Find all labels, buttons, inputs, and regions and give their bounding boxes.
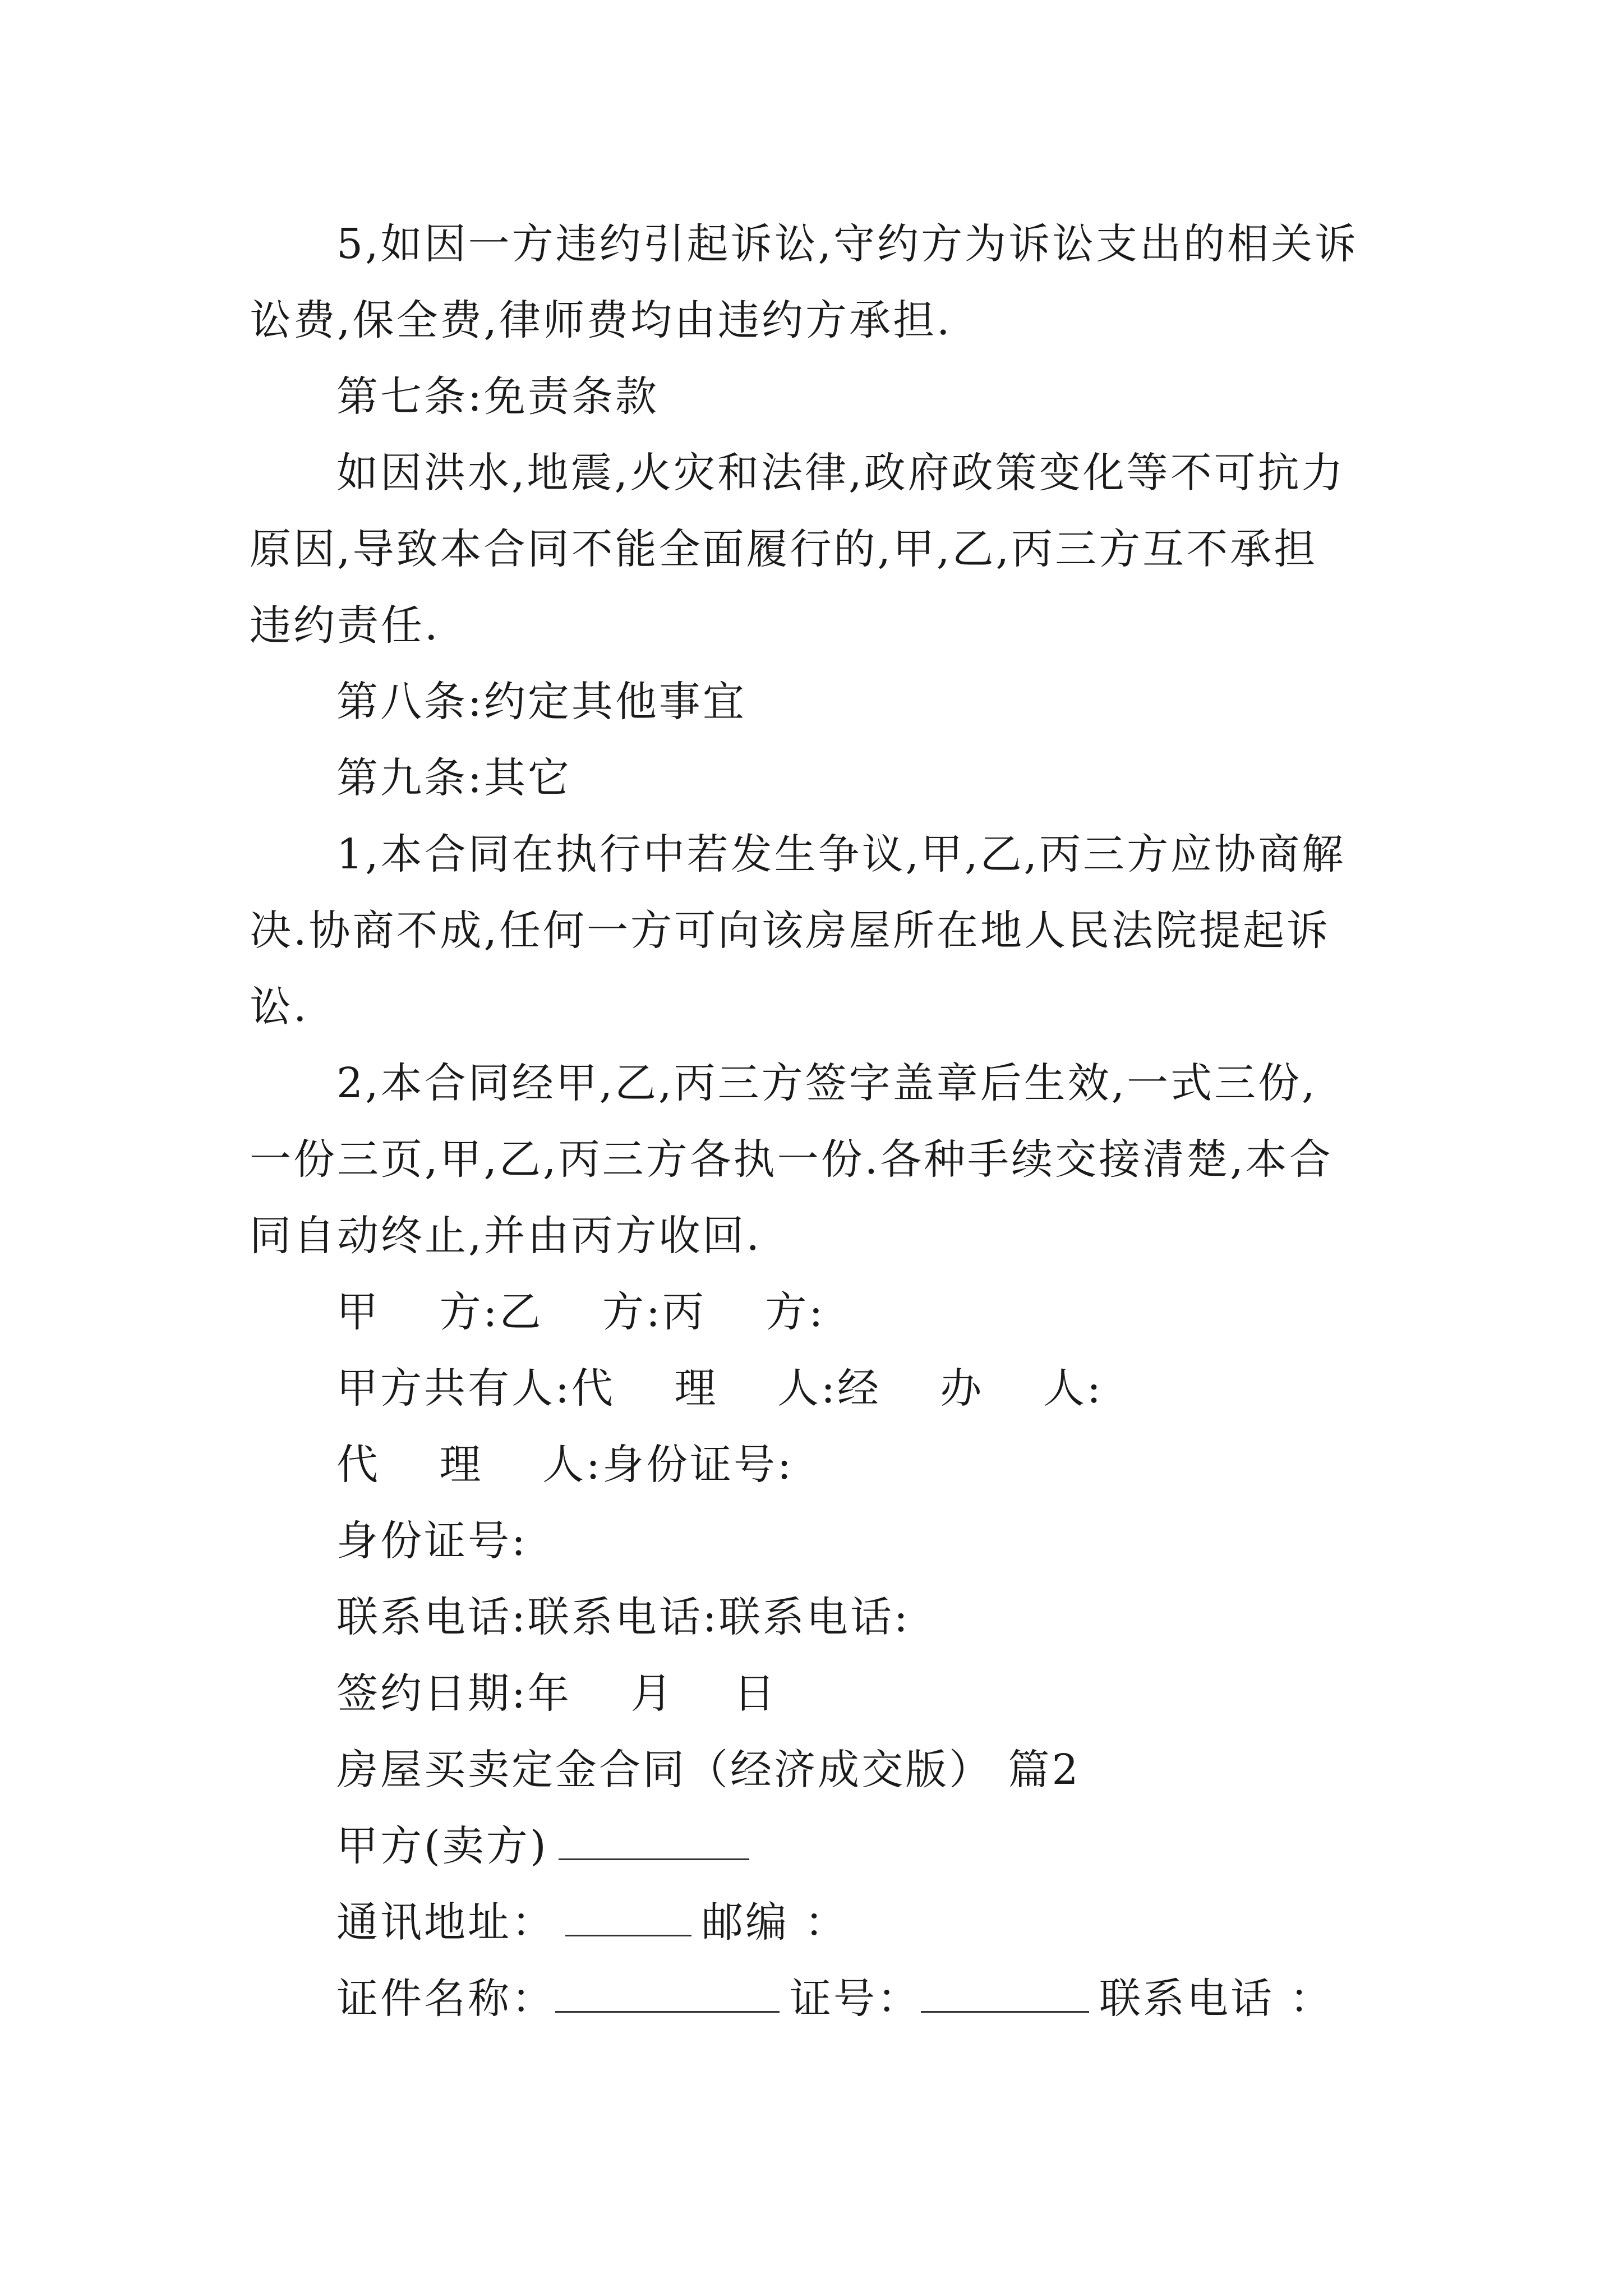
cert-no-blank	[921, 2007, 1089, 2013]
signature-phones: 联系电话:联系电话:联系电话:	[336, 1593, 910, 1641]
signature-parties: 甲 方:乙 方:丙 方:	[336, 1288, 826, 1336]
address-row	[336, 1894, 849, 1950]
paragraph-line: 如因洪水,地震,火灾和法律,政府政策变化等不可抗力	[336, 449, 1345, 497]
cert-name-label: 证件名称：	[336, 1975, 555, 2023]
paragraph-line: 一份三页,甲,乙,丙三方各执一份.各种手续交接清楚,本合	[250, 1135, 1333, 1184]
article-9-heading: 第九条:其它	[336, 754, 571, 802]
paragraph-line: 5,如因一方违约引起诉讼,守约方为诉讼支出的相关诉	[336, 220, 1359, 268]
section-2-title: 房屋买卖定金合同（经济成交版） 篇2	[336, 1746, 1081, 1794]
seller-blank	[559, 1854, 749, 1860]
postcode-label: 邮编 ：	[702, 1898, 849, 1947]
article-7-heading: 第七条:免责条款	[336, 372, 659, 421]
seller-label: 甲方(卖方)	[336, 1822, 548, 1870]
address-blank	[565, 1930, 691, 1936]
paragraph-line: 讼费,保全费,律师费均由违约方承担.	[250, 296, 952, 344]
paragraph-line: 2,本合同经甲,乙,丙三方签字盖章后生效,一式三份,	[336, 1059, 1317, 1107]
signature-agent: 代 理 人:身份证号:	[336, 1441, 794, 1489]
certificate-row	[336, 1971, 1334, 2027]
signature-date: 签约日期:年 月 日	[336, 1669, 777, 1718]
paragraph-line: 同自动终止,并由丙方收回.	[250, 1212, 762, 1260]
paragraph-line: 决.协商不成,任何一方可向该房屋所在地人民法院提起诉	[250, 907, 1331, 955]
article-8-heading: 第八条:约定其他事宜	[336, 678, 746, 726]
seller-row	[336, 1818, 759, 1874]
cert-name-blank	[555, 2007, 780, 2013]
signature-co-owner: 甲方共有人:代 理 人:经 办 人:	[336, 1364, 1103, 1412]
paragraph-line: 违约责任.	[250, 601, 440, 650]
phone-label: 联系电话 ：	[1099, 1975, 1334, 2023]
cert-no-label: 证号：	[790, 1975, 921, 2023]
paragraph-line: 1,本合同在执行中若发生争议,甲,乙,丙三方应协商解	[336, 830, 1346, 878]
address-label: 通讯地址：	[336, 1898, 555, 1947]
signature-id-number: 身份证号:	[336, 1517, 528, 1565]
paragraph-line: 讼.	[250, 983, 309, 1031]
paragraph-line: 原因,导致本合同不能全面履行的,甲,乙,丙三方互不承担	[250, 525, 1318, 573]
